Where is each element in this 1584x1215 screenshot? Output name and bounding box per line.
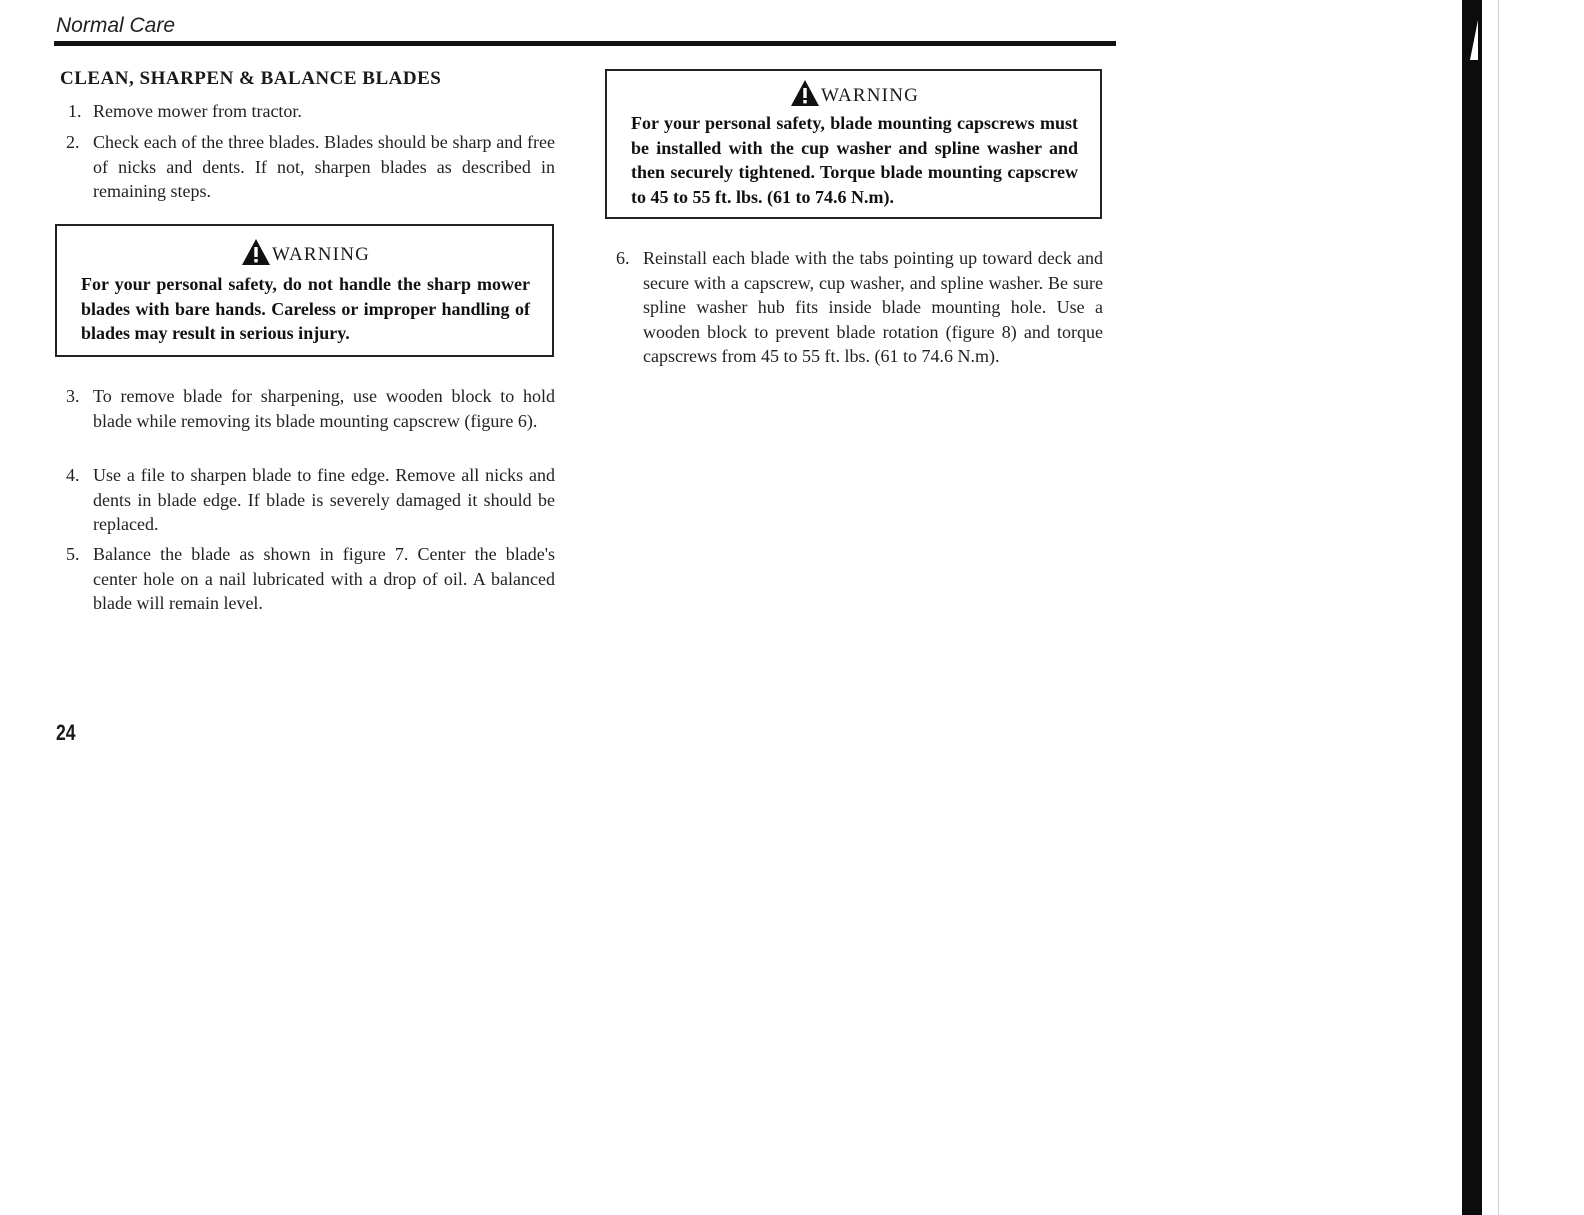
step-number: 4. xyxy=(66,465,80,485)
binding-notch xyxy=(1462,20,1478,60)
step-number: 6. xyxy=(616,248,630,268)
warning-box-capscrew-torque xyxy=(605,69,1102,219)
page-edge-line xyxy=(1498,0,1499,1215)
warning-text: For your personal safety, blade mounting capscrews must be installed with the cup washer and spline washer and then securely tightened. Torque blade mounting capscrew to 45 to 55 ft. lbs. (61 to 74.6 N.m). xyxy=(631,113,1078,207)
step-number: 2. xyxy=(66,132,80,152)
step-text: To remove blade for sharpening, use wooden block to hold blade while removing its blade mounting capscrew (figure 6). xyxy=(93,386,555,431)
step-6 xyxy=(616,246,1103,369)
header-rule xyxy=(54,41,1116,46)
step-number: 5. xyxy=(66,544,80,564)
step-text: Use a file to sharpen blade to fine edge. Remove all nicks and dents in blade edge. If blade is severely damaged it should be replaced. xyxy=(93,465,555,534)
step-5 xyxy=(66,542,555,616)
warning-label: WARNING xyxy=(271,244,371,265)
warning-triangle-icon xyxy=(790,79,821,107)
warning-header xyxy=(631,79,1078,107)
step-text: Remove mower from tractor. xyxy=(93,101,302,121)
page-number: 24 xyxy=(56,720,76,745)
warning-header xyxy=(81,238,530,266)
step-3 xyxy=(66,384,555,433)
step-1 xyxy=(68,99,555,124)
step-2 xyxy=(66,130,555,204)
section-title: Normal Care xyxy=(56,14,176,37)
binding-edge xyxy=(1462,0,1482,1215)
step-4 xyxy=(66,463,555,537)
step-text: Reinstall each blade with the tabs pointing up toward deck and secure with a capscrew, cup washer, and spline washer. Be sure spline washer hub fits inside blade mounting hole. Use a wooden block to prevent blade rotation (figure 8) and torque capscrews from 45 to 55 ft. lbs. (61 to 74.6 N.m). xyxy=(643,248,1103,366)
warning-box-blade-handling xyxy=(55,224,554,357)
warning-text: For your personal safety, do not handle the sharp mower blades with bare hands. Careless or improper handling of blades may result in serious injury. xyxy=(81,274,530,343)
step-number: 3. xyxy=(66,386,80,406)
step-text: Balance the blade as shown in figure 7. Center the blade's center hole on a nail lubricated with a drop of oil. A balanced blade will remain level. xyxy=(93,544,555,613)
step-number: 1. xyxy=(68,101,82,121)
step-text: Check each of the three blades. Blades should be sharp and free of nicks and dents. If not, sharpen blades as described in remaining steps. xyxy=(93,132,555,201)
warning-triangle-icon xyxy=(241,238,272,266)
section-heading: CLEAN, SHARPEN & BALANCE BLADES xyxy=(60,68,442,89)
warning-label: WARNING xyxy=(820,85,920,106)
